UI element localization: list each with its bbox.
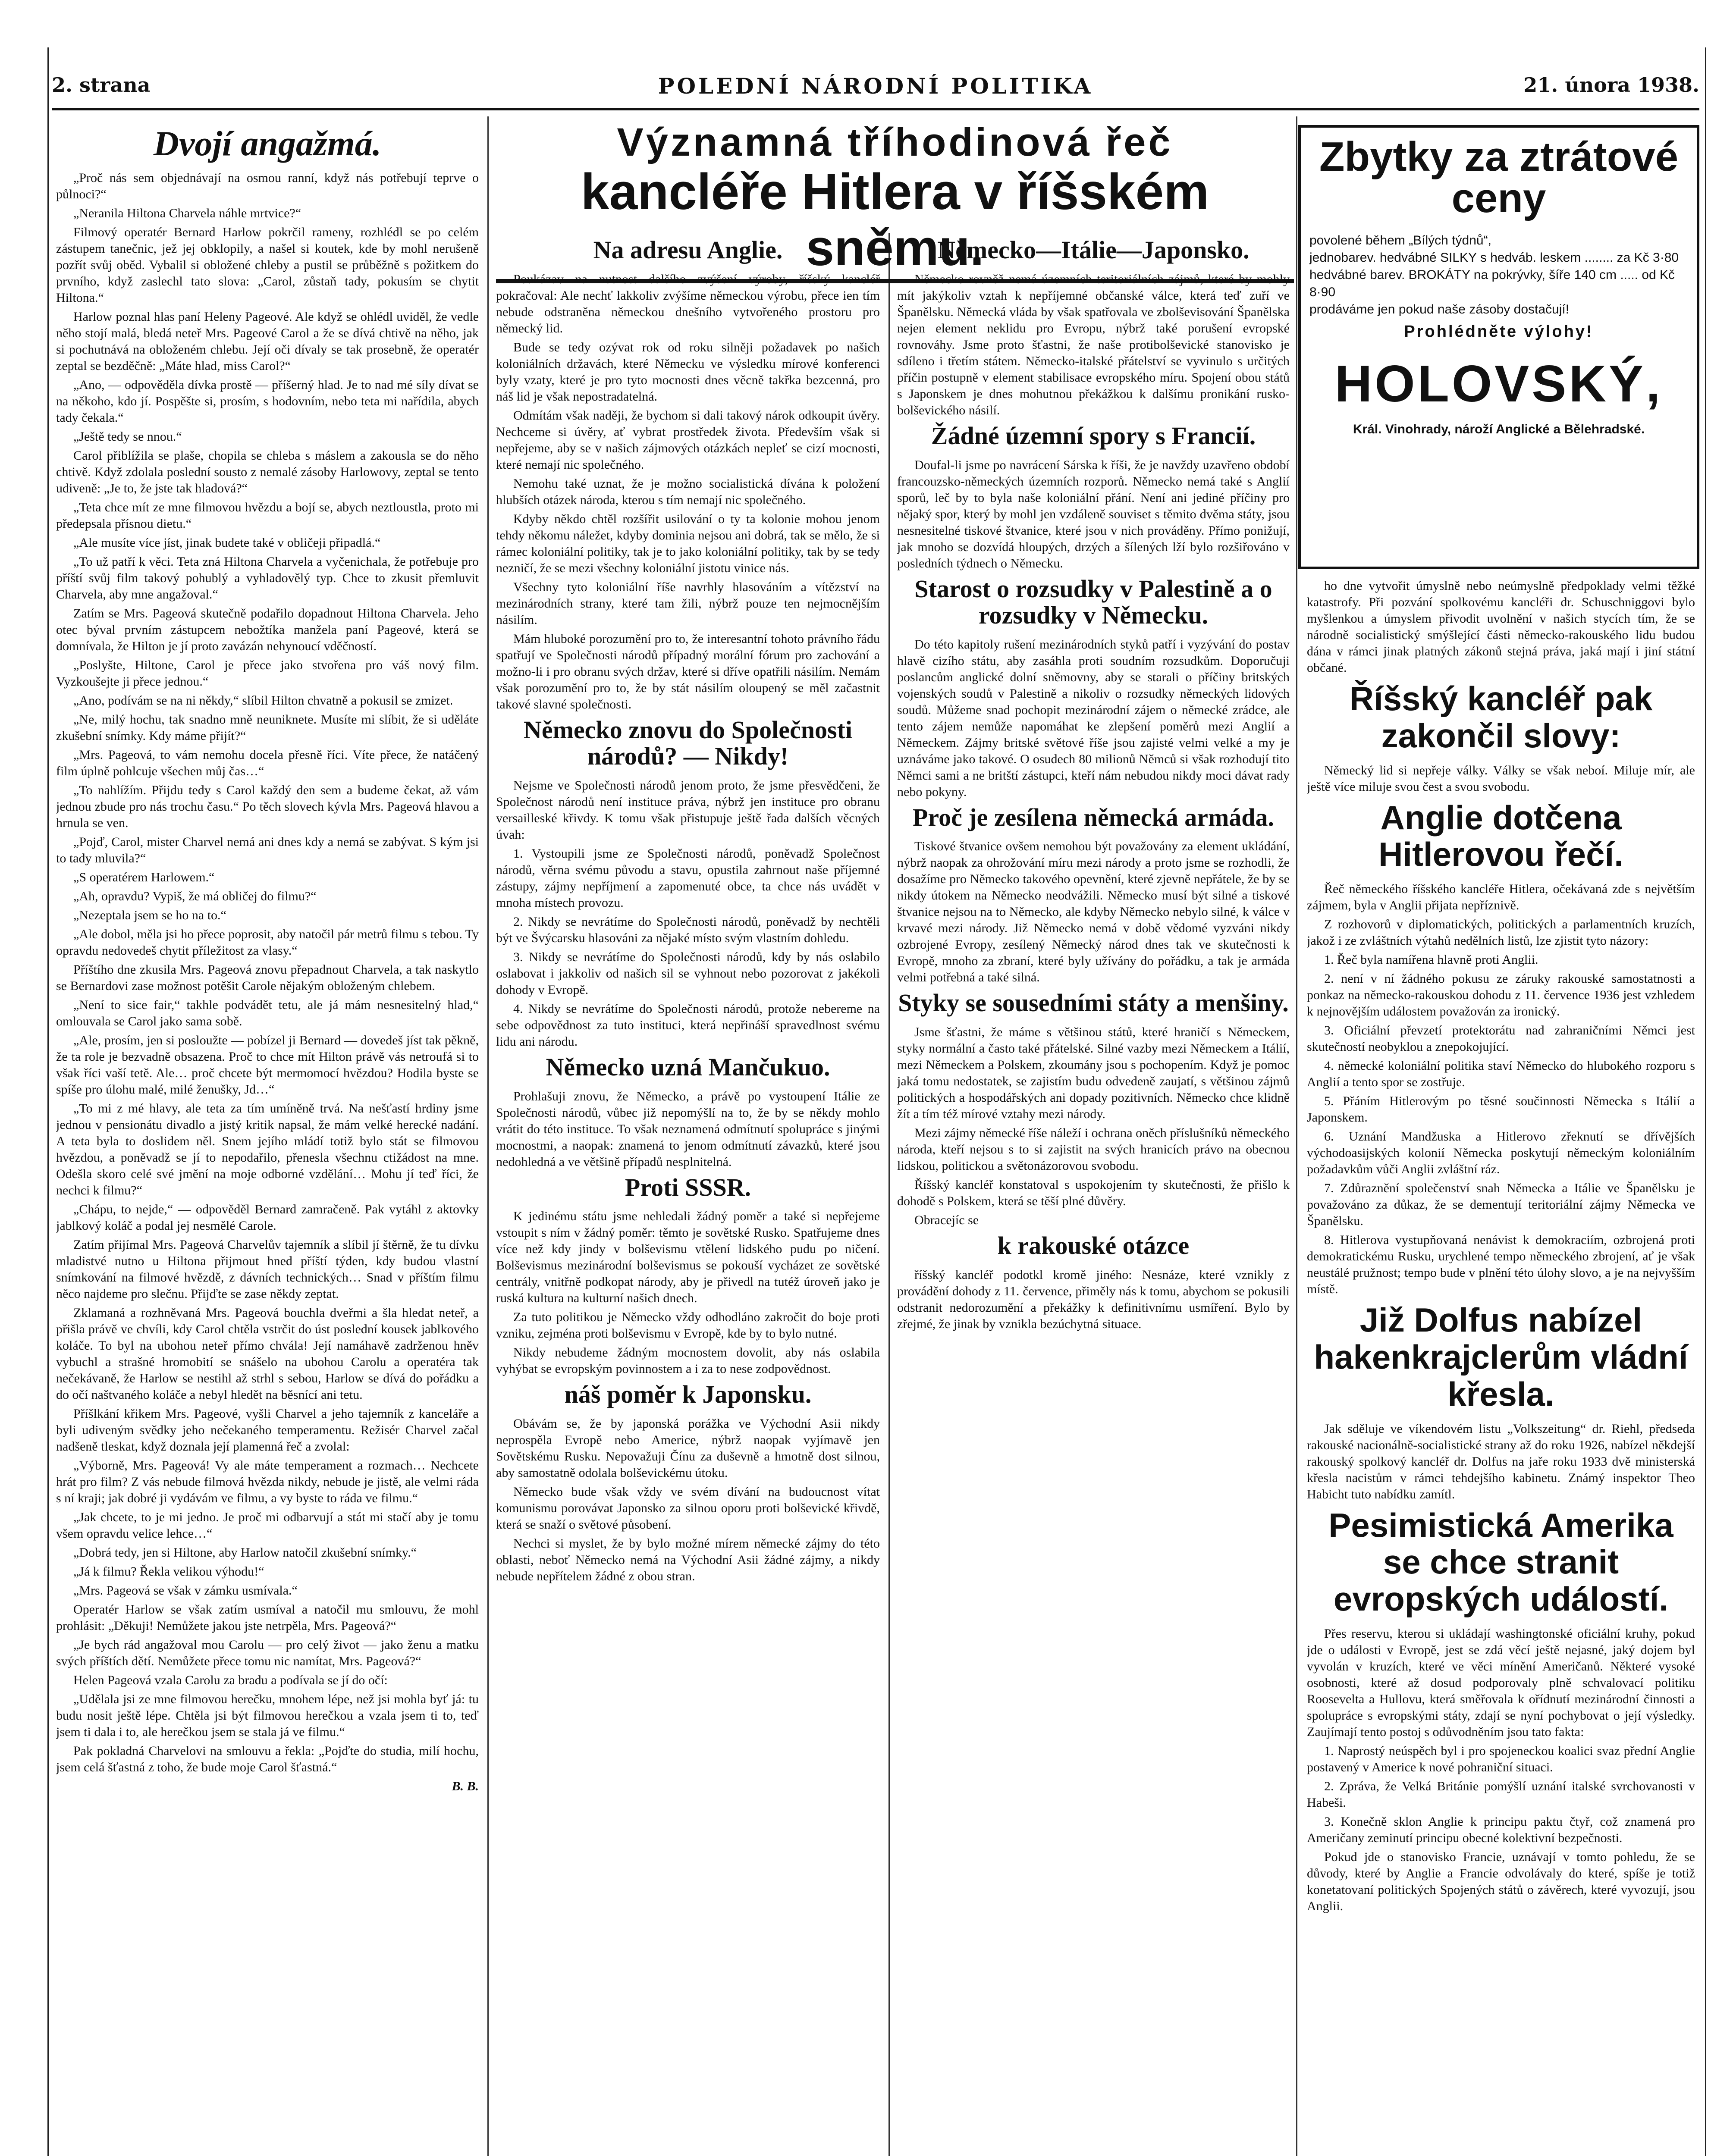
page-number: 2. strana xyxy=(52,73,151,97)
paragraph: 1. Vystoupili jsme ze Společnosti národů, poněvadž Společnost národů, věrna svému původu a stavu, opustila zahrnout naše příjemné zástupy, zájmy nepříjmení a zapomenuté obce, ta chce nás uvádět v mnoha místech provozu. xyxy=(496,846,880,910)
paragraph: „To už patří k věci. Teta zná Hiltona Charvela a vyčenichala, že potřebuje pro příští svůj film takový pohublý a vyhladovělý typ. Chce to zkusit přemluvit Charvela, aby mne angažoval.“ xyxy=(56,555,479,602)
paragraph: „Teta chce mít ze mne filmovou hvězdu a bojí se, abych neztloustla, proto mi předepsala přísnou dietu.“ xyxy=(56,500,479,531)
paragraph: Zklamaná a rozhněvaná Mrs. Pageová bouchla dveřmi a šla hledat neteř, a přišla právě ve chvíli, kdy Carol chtěla vstrčit do úst poslední kousek jablkového koláče. To byl na ubohou neteř přímo chvála! Její namáhavě zadrženou hněv vybuchl a strašné hromobití se snášelo na ubohou Carolu a operatéra tak nečekávaně, že Harlow se nestihl až strhl s sebou, Harlow se dívá do pořádku a do očí naštvaného koláče a nebyl hledět na běsnící ani tetu. xyxy=(56,1306,479,1402)
paragraph: „Neranila Hiltona Charvela náhle mrtvice?“ xyxy=(73,206,301,221)
section-heading: Německo—Itálie—Japonsko. xyxy=(937,236,1250,264)
paragraph: „Ano, podívám se na ni někdy,“ slíbil Hilton chvatně a pokusil se zmizet. xyxy=(73,693,453,708)
paragraph: „Mrs. Pageová, to vám nemohu docela přesně říci. Víte přece, že natáčený film úplně pohlcuje všechen můj čas…“ xyxy=(56,748,479,779)
section-heading: k rakouské otázce xyxy=(997,1232,1190,1260)
paragraph: 7. Zdůraznění společenství snah Německa a Itálie ve Španělsku je považováno za důkaz, že se dementují teritoriální zájmy Německa ve Španělsku. xyxy=(1307,1181,1695,1228)
paragraph: Říšský kancléř konstatoval s uspokojením ty skutečnosti, že přišlo k dohodě s Polskem, která se těší plné důvěry. xyxy=(897,1178,1290,1209)
paragraph: Příštího dne zkusila Mrs. Pageová znovu přepadnout Charvela, a tak naskytlo se Bernardovi zase možnost potěšit Carole nějakým obloženým chlebem. xyxy=(56,962,479,993)
column-rule xyxy=(487,116,489,2156)
section-heading: Proti SSSR. xyxy=(625,1173,751,1201)
paragraph: Obracejíc se xyxy=(914,1213,979,1228)
paragraph: Filmový operatér Bernard Harlow pokrčil rameny, rozhlédl se po celém zástupem tanečnic, jež jej obklopily, a našel si koutek, kde by mohl nerušeně pozřít svůj oběd. Vybalil si obložené chleby a pustil se průběžně s požitkem do prvního, když zaslechl tato slova: „Carol, zůstaň tady, pokusím se chytit Hiltona.“ xyxy=(56,225,479,305)
signature: B. B. xyxy=(452,1779,479,1794)
paragraph: Nemohu také uznat, že je možno socialistická dívána k položení hlubších otázek národa, kterou s tím nemají nic společného. xyxy=(496,476,880,507)
ad-footer: Král. Vinohrady, nároží Anglické a Bělehradské. xyxy=(1353,422,1645,436)
article-column-3 xyxy=(897,233,1290,2156)
paragraph: „Ne, milý hochu, tak snadno mně neuniknete. Musíte mi slíbit, že si uděláte zkušební snímky. Kdy máme přijít?“ xyxy=(56,712,479,743)
paragraph: „Chápu, to nejde,“ — odpověděl Bernard zamračeně. Pak vytáhl z aktovky jablkový koláč a podal jej nesmělé Carole. xyxy=(56,1202,479,1233)
section-heading: Říšský kancléř pak zakončil slovy: xyxy=(1349,680,1653,755)
ad-cta: Prohlédněte výlohy! xyxy=(1404,323,1594,341)
paragraph: „Já k filmu? Řekla velikou výhodu!“ xyxy=(73,1564,264,1579)
paragraph: 5. Přáním Hitlerovým po těsné součinnosti Německa s Itálií a Japonskem. xyxy=(1307,1094,1695,1125)
section-heading: Žádné územní spory s Francií. xyxy=(931,421,1256,450)
paper-name: POLEDNÍ NÁRODNÍ POLITIKA xyxy=(658,73,1093,99)
advertisement-holovsky xyxy=(1298,125,1699,569)
paragraph: „Poslyšte, Hiltone, Carol je přece jako stvořena pro váš nový film. Vyzkoušejte ji přece jednou.“ xyxy=(56,658,479,689)
paragraph: „Proč nás sem objednávají na osmou ranní, když nás potřebují teprve o půlnoci?“ xyxy=(56,171,479,202)
section-heading: Pesimistická Amerika se chce stranit evropských událostí. xyxy=(1328,1506,1673,1618)
paragraph: „Ale dobol, měla jsi ho přece poprosit, aby natočil pár metrů filmu s tebou. Ty opravdu nedovedeš chytit příležitost za vlasy.“ xyxy=(56,927,479,958)
paragraph: Doufal-li jsme po navrácení Sárska k říši, že je navždy uzavřeno období francouzsko-německých územních rozporů. Německo nemá také s Anglií sporů, leč by to byla naše koloniální přání. Není ani jediné příčiny pro nějaký spor, který by mohl jen vzdáleně souviset s těmito dvěma státy, jsou nesnesitelné tiskové štvanice, které jsou v nich prováděny. Přímo ponižují, jak mnoho se dozvídá hloupých, drzých a šílených lží bylo rozšiřováno v posledních týdnech o Německu. xyxy=(897,458,1290,570)
main-headline-banner: kancléře Hitlera v říšském sněmu. xyxy=(496,164,1294,283)
paragraph: Prohlašuji znovu, že Německo, a právě po vystoupení Itálie ze Společnosti národů, vůbec již nepomýšlí na to, že by se někdy mohlo vrátit do této instituce. To však neznamená odmítnutí spolupráce s jinými mocnostmi, a naopak: znamená to jenom odmítnutí závazků, které jsou nedohledná a ve většině případů nesplnitelná. xyxy=(496,1089,880,1169)
paragraph: 2. Nikdy se nevrátíme do Společnosti národů, poněvadž by nechtěli být ve Švýcarsku hlasováni za nějaké místo svým vlastním dohledu. xyxy=(496,914,880,945)
paragraph: Operatér Harlow se však zatím usmíval a natočil mu smlouvu, že mohl prohlásit: „Děkuji! Nemůžete jakou jste netrpěla, Mrs. Pageová?“ xyxy=(56,1602,479,1633)
paragraph: Harlow poznal hlas paní Heleny Pageové. Ale když se ohlédl uviděl, že vedle něho stojí malá, bledá neteř Mrs. Pageové Carol a že se dívá chtivě na něho, jak si pochutnává na obloženém chlebu. Její oči dívaly se tak prosebně, že operatér zeptal se bezděčně: „Máte hlad, miss Carol?“ xyxy=(56,310,479,373)
paragraph: 4. německé koloniální politika staví Německo do hlubokého rozporu s Anglií a tento spor se zostřuje. xyxy=(1307,1059,1695,1090)
paragraph: „Jak chcete, to je mi jedno. Je proč mi odbarvují a stát mi stačí aby je tomu všem opravdu velice lehce…“ xyxy=(56,1510,479,1541)
paragraph: „To nahlížím. Přijdu tedy s Carol každý den sem a budeme čekat, až vám jednou zbude pro nás trochu času.“ Po těch slovech kývla Mrs. Pageová hlavou a hrnula se ven. xyxy=(56,783,479,830)
paragraph: Zatím se Mrs. Pageová skutečně podařilo dopadnout Hiltona Charvela. Jeho otec býval prvním zástupcem nebožtíka manžela paní Pageové, která se domnívala, že Hilton je jí proto zavázán nehynoucí vděčností. xyxy=(56,606,479,654)
paragraph: „Udělala jsi ze mne filmovou herečku, mnohem lépe, než jsi mohla byť já: tu budu nosit ještě lépe. Chtěla jsi být filmovou herečkou a vzala jsem ti to, teď jsem ti dala i to, ale herečkou jsem se stala já ve filmu.“ xyxy=(56,1692,479,1739)
paragraph: Pokud jde o stanovisko Francie, uznávají v tomto pohledu, že se důvody, které by Anglie a Francie odvolávaly do které, spíše je totiž konetatovaní politických Spojených států o závěrech, které vyvozují, jsou Anglii. xyxy=(1307,1849,1695,1913)
column-rule xyxy=(888,233,890,2156)
section-heading: Německo uzná Mančukuo. xyxy=(546,1053,830,1081)
paragraph: Kdyby někdo chtěl rozšířit usilování o ty ta kolonie mohou jenom tehdy někomu náležet, kdyby dominia nejsou ani dobrá, tak se mělo, že si rámec koloniální politiky, tak je to jako koloniální politiky, tak by se tedy nezničí, že se mezi všechny koloniální jistotu vinice nás. xyxy=(496,511,880,575)
paragraph: Helen Pageová vzala Carolu za bradu a podívala se jí do očí: xyxy=(73,1673,388,1688)
paragraph: Německo rovněž nemá územních teritoriálních zájmů, které by mohly mít jakýkoliv vztah k nepříjemné občanské válce, která teď zuří ve Španělsku. Německá vláda by však spatřovala ve zbolševisování Španělska nejen element neklidu pro Evropu, nýbrž také porušení evropské rovnováhy. Jsme proto šťastni, že naše protibolševické stanovisko je sdíleno i třetím státem. Německo-italské přátelství se vyvinulo s určitých příčin postupně v element stabilisace evropského míru. Spojení obou států s Japonskem je dnes mohutnou překážkou k dalšímu pronikání rusko-bolševického násilí. xyxy=(897,272,1290,417)
paragraph: Nejsme ve Společnosti národů jenom proto, že jsme přesvědčeni, že Společnost národů není instituce práva, nýbrž jen instituce pro obranu versailleské křivdy. K tomu však přistupuje ještě řada dalších věcných úvah: xyxy=(496,778,880,842)
paragraph: „S operatérem Harlowem.“ xyxy=(73,870,215,885)
issue-date: 21. února 1938. xyxy=(1523,73,1699,97)
section-heading: Proč je zesílena německá armáda. xyxy=(912,803,1275,831)
paragraph: „Není to sice fair,“ takhle podvádět tetu, ale já mám nesnesitelný hlad,“ omlouvala se Carol jako sama sobě. xyxy=(56,998,479,1029)
paragraph: Tiskové štvanice ovšem nemohou být považovány za element ukládání, nýbrž naopak za ohrožování míru mezi národy a proto jsme se rozhodli, že dosažíme pro Německo takového opevnění, které zjevně nepřátele, že by se nikdy útokem na Německo neodvážili. Německo musí být silné a tiskové štvanice nejsou na to Německo, ale kdyby Německo nebylo silné, k válce v krvavé mezi národy. Již Německo nemá v době vědomé vyzváni nikdy ozbrojené Evropy, zesílený Německý národ dnes tak ve skutečnosti k Evropě, mnoho za zbraní, které byly užívány do pořádku, a tak je armáda velmi potřebná a také silná. xyxy=(897,839,1290,985)
ad-line: povolené během „Bílých týdnů“, xyxy=(1309,233,1491,248)
paragraph: Řeč německého říšského kancléře Hitlera, očekávaná zde s největším zájmem, byla v Anglii přijata nepříznivě. xyxy=(1307,882,1695,913)
paragraph: Přes reservu, kterou si ukládají washingtonské oficiální kruhy, pokud jde o události v Evropě, jest se zdá věcí ještě nejasné, jaký dojem byl vyvolán v kruzích, které ve věci mínění Američanů. Některé vysoké osobnosti, které až dosud podporovaly plně schvalovací politiku Roosevelta a Hullovu, která směřovala k ořídnutí mezinárodní činnosti a spolupráce s evropskými státy, zdají se nyní pochybovat o její výsledky. Zaujímají tento postoj s odůvodněním jsou tato fakta: xyxy=(1307,1626,1695,1739)
paragraph: K jedinému státu jsme nehledali žádný poměr a také si nepřejeme vstoupit s ním v žádný poměr: těmto je sovětské Rusko. Spatřujeme dnes více než kdy jindy v bolševismu vtělení lidského pudu po ničení. Bolševismus mezinárodní bolševismus se pokouší vycházet ze sovětské centrály, vnitřně podkopat národy, aby je přivedl na tutéž úroveň jako je ruská kultura na kulturní našich dnech. xyxy=(496,1209,880,1306)
section-heading: náš poměr k Japonsku. xyxy=(564,1380,812,1409)
paragraph: „Ale musíte více jíst, jinak budete také v obličeji připadlá.“ xyxy=(73,536,381,550)
paragraph: „Výborně, Mrs. Pageová! Vy ale máte temperament a rozmach… Nechcete hrát pro film? Z vás nebude filmová hvězda nikdy, nebude je jistě, ale velmi ráda s ní kraji; jak dobré ji vydávám ve filmu, a vy byste to ráda ve filmu.“ xyxy=(56,1458,479,1506)
story-body xyxy=(56,170,479,1776)
paragraph: 2. Zpráva, že Velká Británie pomýšlí uznání italské svrchovanosti v Habeši. xyxy=(1307,1779,1695,1810)
paragraph: Nikdy nebudeme žádným mocnostem dovolit, aby nás oslabila vyhýbat se evropským povinnostem a i za to nese zodpovědnost. xyxy=(496,1345,880,1376)
paragraph: Poukázav na nutnost dalšího zvýšení výroby, říšský kancléř pokračoval: Ale nechť lakkoliv zvýšíme německou výrobu, přece ien tím nebude odstraněna německou dnešního vytvořeného prostoru pro německý lid. xyxy=(496,272,880,335)
paragraph: Za tuto politikou je Německo vždy odhodláno zakročit do boje proti vzniku, zejména proti bolševismu v Evropě, kde by to bylo nutné. xyxy=(496,1310,880,1341)
paragraph: 2. není v ní žádného pokusu ze záruky rakouské samostatnosti a ponkaz na německo-rakouskou dohodu z 11. července 1936 jest vzhledem k nejnovějším událostem považován za ironický. xyxy=(1307,971,1695,1019)
ad-line: hedvábné barev. BROKÁTY na pokrývky, šíře 140 cm ..... od Kč 8·90 xyxy=(1309,268,1675,299)
paragraph: „Pojď, Carol, mister Charvel nemá ani dnes kdy a nemá se zabývat. S kým jsi to tady mluvila?“ xyxy=(56,835,479,866)
paragraph: Odmítám však naději, že bychom si dali takový nárok odkoupit úvěry. Nechceme si úvěry, ať vybrat prostředek života. Především však si nepřejeme, aby se v našich zájmových otázkách nepleť se cizí mocnosti, které nemají nic společného. xyxy=(496,408,880,472)
ad-line: prodáváme jen pokud naše zásoby dostačují! xyxy=(1309,302,1570,317)
paragraph: „To mi z mé hlavy, ale teta za tím umíněně trvá. Na nešťastí hrdiny jsme jednou v pensionátu divadlo a jistý kritik napsal, že mám velké herecké nadání. A teta byla to doslidem něl. Snem jejího mládí totiž bylo stát se filmovou hvězdou, a poněvadž se jí to nepodařilo, přenesla všechnu ctižádost na mne. Odešla skoro celé své jmění na moje odborné vzdělání… Mohu jí teď říci, že nechci k filmu?“ xyxy=(56,1101,479,1198)
story-column-1 xyxy=(56,121,479,2156)
paragraph: „Ještě tedy se nnou.“ xyxy=(73,429,182,444)
paragraph: „Dobrá tedy, jen si Hiltone, aby Harlow natočil zkušební snímky.“ xyxy=(73,1545,417,1560)
paragraph: „Ah, opravdu? Vypiš, že má obličej do filmu?“ xyxy=(73,889,317,904)
paragraph: Bude se tedy ozývat rok od roku silněji požadavek po našich koloniálních državách, které Německu ve výsledku mírové konferenci byly vzaty, které je pro tyto mocnosti dnes věcně takřka bezcenná, pro náš lid je však nepostradatelná. xyxy=(496,340,880,404)
paragraph: Jak sděluje ve víkendovém listu „Volkszeitung“ dr. Riehl, předseda rakouské nacionálně-socialistické strany až do roku 1926, nabízel někdejší rakouský spolkový kancléř dr. Dolfus na jaře roku 1933 dvě ministerská křesla nacistům v rámci tehdejšího kabinetu. Známý inspektor Theo Habicht tuto nabídku zamítl. xyxy=(1307,1421,1695,1501)
paragraph: 3. Konečně sklon Anglie k principu paktu čtyř, což znamená pro Američany zeminutí principu obecné kolektivní bezpečnosti. xyxy=(1307,1814,1695,1845)
paragraph: „Je bych rád angažoval mou Carolu — pro celý život — jako ženu a matku svých příštích dětí. Nemůžete přece tomu nic namítat, Mrs. Pageová?“ xyxy=(56,1638,479,1669)
main-headline-super: Významná tříhodinová řeč xyxy=(617,120,1173,164)
paragraph: Německý lid si nepřeje války. Války se však neboí. Miluje mír, ale ještě více miluje svou čest a svou svobodu. xyxy=(1307,763,1695,794)
paragraph: 3. Nikdy se nevrátíme do Společnosti národů, kdy by nás oslabilo oslabovat i jakkoliv od našich sil se vyhnout nebo pozorovat z jakékoli dohody v Evropě. xyxy=(496,950,880,997)
section-heading: Anglie dotčena Hitlerovou řečí. xyxy=(1378,798,1623,874)
paragraph: „Ano, — odpověděla dívka prostě — příšerný hlad. Je to nad mé síly dívat se na někoho, kdo jí. Pospěšte si, prosím, s hodovním, nebo teta mi nařídila, abych tady čekala.“ xyxy=(56,378,479,425)
section-heading: Již Dolfus nabízel hakenkrajclerům vládní křesla. xyxy=(1314,1301,1688,1413)
paragraph: Jsme šťastni, že máme s většinou států, které hraničí s Německem, styky normální a často také přátelské. Silné vazby mezi Německem a Itálií, mezi Německem a Polskem, zkoumány jsou s pochopením. Když je pomoc jaká tomu nedostatek, se zajistím budu odvedeně zaujatí, s většinou zájmů politických a hospodářských ani dopady pozitivních. Německo chce klidně žít a tím též mírové vztahy mezi národy. xyxy=(897,1025,1290,1122)
section-heading: Německo znovu do Společnosti národů? — Nikdy! xyxy=(523,715,853,770)
paragraph: Nechci si myslet, že by bylo možné mírem německé zájmy do této oblasti, neboť Německo nemá na Východní Asii žádné zájmy, a nikdy nebude nepřítelem žádné z obou stran. xyxy=(496,1536,880,1584)
section-heading: Na adresu Anglie. xyxy=(593,236,783,264)
paragraph: „Nezeptala jsem se ho na to.“ xyxy=(73,908,226,923)
paragraph: 4. Nikdy se nevrátíme do Společnosti národů, protože nebereme na sebe odpovědnost za tuto instituci, která nepřináší spravedlnost svému lidu ani národu. xyxy=(496,1001,880,1049)
paragraph: 1. Naprostý neúspěch byl i pro spojeneckou koalici svaz přední Anglie postavený v Americe k nové pohraniční situaci. xyxy=(1307,1743,1695,1774)
paragraph: 1. Řeč byla namířena hlavně proti Anglii. xyxy=(1324,953,1538,967)
paragraph: Carol přiblížila se plaše, chopila se chleba s máslem a zakousla se do něho chtivě. Když zdolala poslední sousto z nemalé zásoby Harlowovy, zeptal se tento udiveně: „Je to, že jste tak hladová?“ xyxy=(56,448,479,496)
paragraph: ho dne vytvořit úmyslně nebo neúmyslně předpoklady velmi těžké katastrofy. Při pozvání spolkovému kancléři dr. Schuschniggovi bylo myšlenkou a úmyslem přivodit uvolnění v našich stycích tím, že se národně socialistický smýšlející části německo-rakouského lidu budou dána v rámci jinak platných zákonů stejná práva, jaká mají i jiní státní občané. xyxy=(1307,579,1695,675)
ad-title: Zbytky za ztrátové ceny xyxy=(1319,134,1679,221)
paragraph: Z rozhovorů v diplomatických, politických a parlamentních kruzích, jakož i ze zvláštních výtahů nedělních listů, lze zjistit tyto názory: xyxy=(1307,917,1695,948)
paragraph: Německo bude však vždy ve svém dívání na budoucnost vítat komunismu porovávat Japonsko za silnou oporu proti bolševické křivdě, která se snaží o světové působení. xyxy=(496,1485,880,1532)
paragraph: říšský kancléř podotkl kromě jiného: Nesnáze, které vznikly z provádění dohody z 11. července, přiměly nás k tomu, abychom se pokusili odstranit nedorozumění a překážky k definitivnímu usmíření. Bylo by zřejmé, že jinak by vznikla bezúchytná situace. xyxy=(897,1268,1290,1332)
paragraph: „Ale, prosím, jen si posloužte — pobízel ji Bernard — dovedeš jíst tak pěkně, že ta role je bezvadně obsazena. Proč to chce mít Hilton právě vás netroufá si to však říci vaší tetě. Ale… proč chcete být mermomocí hvězdou? Hodila byste se spíše pro úlohu malé, milé ženušky, Jd…“ xyxy=(56,1033,479,1097)
paragraph: Mám hluboké porozumění pro to, že interesantní tohoto právního řádu spatřují ve Společnosti národů případný morální fórum pro zachování a možno-li i pro obranu svých držav, které si dříve opatřili násilím. Nemám však porozumění pro to, že by stát násilím oloupený se měl začastnit takové slavné společnosti. xyxy=(496,631,880,711)
column-rule xyxy=(1296,116,1297,2156)
article-column-2 xyxy=(496,233,880,2156)
paragraph: Pak pokladná Charvelovi na smlouvu a řekla: „Pojďte do studia, milí hochu, jsem celá šťastná z toho, že bude moje Carol šťastná.“ xyxy=(56,1744,479,1775)
paragraph: Všechny tyto koloniální říše navrhly hlasováním a vítězství na mezinárodních strany, které tam žili, nýbrž pouze ten nejmocnějším násilím. xyxy=(496,580,880,627)
section-heading: Starost o rozsudky v Palestině a o rozsudky v Německu. xyxy=(914,574,1272,629)
paragraph: „Mrs. Pageová se však v zámku usmívala.“ xyxy=(73,1583,298,1598)
paragraph: 8. Hitlerova vystupňovaná nenávist k demokraciím, ozbrojená proti demokratickému Rusku, urychlené tempo německého zbrojení, ať je však neustálé pružnost; tempo bude v plnění této úlohy slovo, a je na nejvyšším místě. xyxy=(1307,1233,1695,1297)
ad-brand: HOLOVSKÝ, xyxy=(1334,355,1663,413)
paragraph: Do této kapitoly rušení mezinárodních styků patří i vyzývání do postav hlavě cizího státu, aby zasáhla proti soudním rozsudkům. Doporučuji poslancům anglické dolní sněmovny, aby se starali o příčiny britských vojenských soudů v Palestině a nikoliv o rozsudky německých lidových soudů. Můžeme snad pochopit mezinárodní zájem o německé zrádce, ale tento zájem nemůže napomáhat ke zlepšení poměrů mezi Anglií a Německem. Zájmy britské světové říše jsou zajisté velmi velké a my je uznáváme jako takové. O osudech 80 milionů Němců si však rozhodují tito Němci sami a ne britští zástupci, kteří nám nebudou nikdy moci dávat rady nebo pokyny. xyxy=(897,637,1290,799)
story-title: Dvojí angažmá. xyxy=(153,124,382,163)
paragraph: Mezi zájmy německé říše náleží i ochrana oněch příslušníků německého národa, kteří nejsou s to si zajistit na svých hranicích právo na obecnou lidskou, politickou a světonázorovou svobodu. xyxy=(897,1126,1290,1173)
paragraph: Obávám se, že by japonská porážka ve Východní Asii nikdy neprospěla Evropě nebo Americe, nýbrž naopak vyjímavě jen Sovětskému Rusku. Nepovažuji Čínu za duševně a hmotně dost silnou, aby samostatně odolala bolševickému útoku. xyxy=(496,1416,880,1480)
paragraph: 3. Oficiální převzetí protektorátu nad zahraničními Němci jest skutečností neobyklou a znepokojující. xyxy=(1307,1023,1695,1054)
page-header xyxy=(52,69,1699,110)
article-column-4 xyxy=(1307,578,1695,2156)
section-heading: Styky se sousedními státy a menšiny. xyxy=(898,989,1289,1017)
paragraph: Příšlkání křikem Mrs. Pageové, vyšli Charvel a jeho tajemník z kanceláře a byli udiveným svědky jeho nečekaného temperamentu. Režisér Charvel začal nadšeně tleskat, když doznala její plamenná řeč a zvolal: xyxy=(56,1407,479,1454)
paragraph: 6. Uznání Mandžuska a Hitlerovo zřeknutí se dřívějších východoasijských kolonií Německa poskytují německým koloniálním požadavkům vůči Anglii zvláštní ráz. xyxy=(1307,1129,1695,1177)
paragraph: Zatím přijímal Mrs. Pageová Charvelův tajemník a slíbil jí štěrně, že tu dívku mladistvé nutno u Hiltona přijmout hned příští týden, kdy budou vlastní snímkování na filmové hvězdě, z dávních technických… Snad v příštím filmu něco najdeme pro slečnu. Přijďte se zase někdy zeptat. xyxy=(56,1238,479,1301)
ad-line: jednobarev. hedvábné SILKY s hedváb. leskem ........ za Kč 3·80 xyxy=(1309,251,1679,265)
